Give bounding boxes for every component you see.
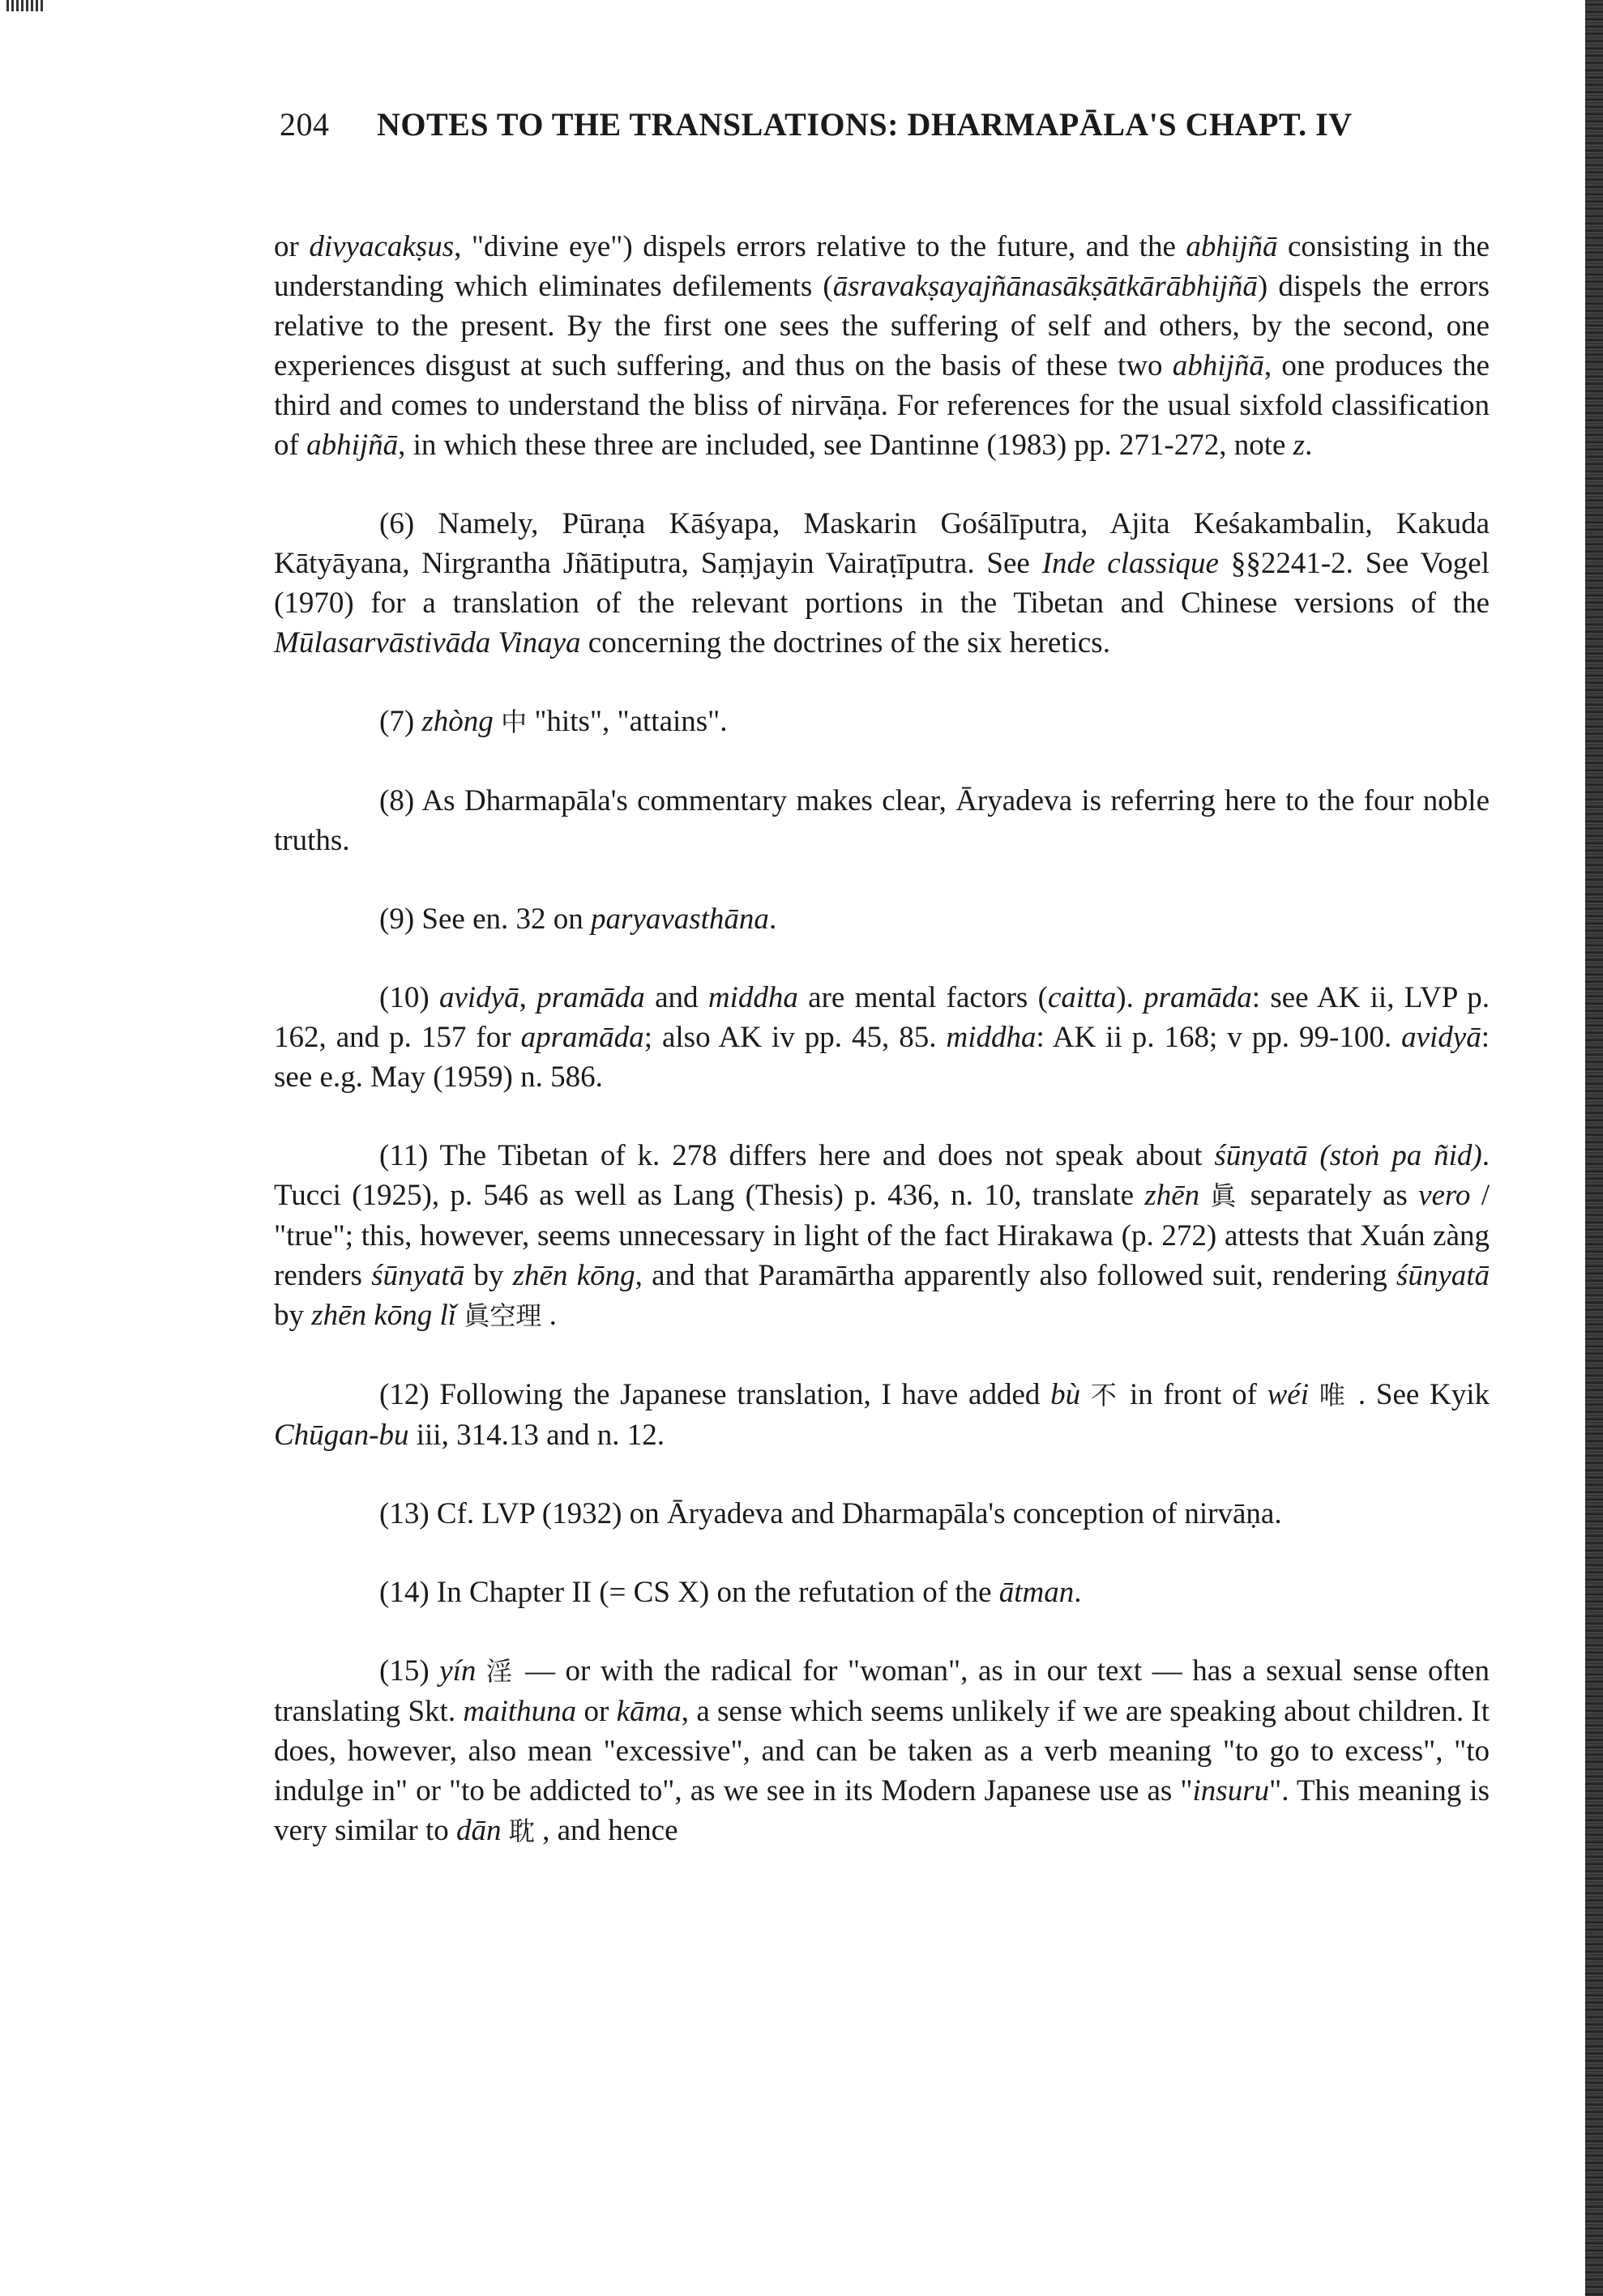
text-segment: , and hence: [534, 1814, 678, 1847]
text-segment: / "true"; this, however, seems unnecessary in light of the fact Hirakawa (p. 272) attests that Xuán zàng renders: [274, 1179, 1490, 1292]
text-segment: are mental factors (: [797, 981, 1048, 1014]
italic-term: apramāda: [520, 1021, 644, 1054]
note-15: [274, 1651, 1490, 1851]
text-segment: ". This meaning is very similar to: [274, 1774, 1490, 1847]
italic-term: yín: [439, 1654, 477, 1688]
page-number: 204: [280, 106, 330, 143]
italic-term: śūnyatā: [1396, 1259, 1490, 1292]
italic-term: vero: [1418, 1179, 1471, 1212]
chinese-character: 眞空理: [464, 1300, 542, 1331]
italic-term: śūnyatā (stoṅ pa ñid): [1214, 1139, 1482, 1172]
text-segment: (10): [379, 981, 439, 1014]
text-segment: ) dispels the errors relative to the present. By the first one sees the suffering of self and others, by the second, one experiences disgust at such suffering, and thus on the basis of these two: [274, 270, 1490, 382]
text-segment: (9) See en. 32 on: [379, 903, 591, 936]
chinese-character: 眞: [1210, 1180, 1240, 1211]
text-segment: §§2241-2. See Vogel (1970) for a translation of the relevant portions in the Tibetan and Chinese versions of the: [274, 547, 1490, 620]
text-segment: , and that Paramārtha apparently also followed suit, rendering: [635, 1259, 1396, 1292]
page-title: NOTES TO THE TRANSLATIONS: DHARMAPĀLA'S CHAPT. IV: [377, 106, 1353, 143]
italic-term: avidyā: [438, 981, 519, 1014]
text-segment: , "divine eye") dispels errors relative to the future, and the: [454, 230, 1186, 263]
note-12: [274, 1375, 1490, 1455]
text-segment: (11) The Tibetan of k. 278 differs here and does not speak about: [379, 1139, 1215, 1172]
text-segment: : see e.g. May (1959) n. 586.: [274, 1021, 1490, 1094]
text-segment: by: [274, 1299, 312, 1332]
note-9: [274, 899, 1490, 939]
note-13: [274, 1494, 1490, 1534]
text-segment: .: [768, 903, 777, 936]
italic-term: zhēn kōng: [512, 1259, 635, 1292]
text-segment: or: [576, 1695, 617, 1728]
italic-term: abhijñā: [1172, 349, 1264, 382]
italic-term: dān: [456, 1814, 502, 1847]
text-segment: by: [464, 1259, 513, 1292]
note-7: [274, 702, 1490, 742]
text-segment: ).: [1116, 981, 1144, 1014]
text-segment: [502, 1814, 509, 1847]
text-segment: (13) Cf. LVP (1932) on Āryadeva and Dharmapāla's conception of nirvāṇa.: [379, 1497, 1282, 1530]
text-segment: and: [644, 981, 708, 1014]
text-segment: [1199, 1179, 1210, 1212]
italic-term: kāma: [616, 1695, 682, 1728]
text-segment: separately as: [1239, 1179, 1419, 1212]
text-segment: (7): [379, 705, 422, 738]
scan-artifact: [6, 0, 44, 11]
italic-term: divyacakṣus: [309, 230, 455, 263]
note-8: [274, 781, 1490, 860]
italic-term: Inde classique: [1041, 547, 1219, 580]
text-segment: iii, 314.13 and n. 12.: [408, 1419, 665, 1452]
italic-term: pramāda: [1143, 981, 1252, 1014]
italic-term: bù: [1050, 1378, 1081, 1411]
text-segment: .: [1074, 1576, 1082, 1609]
text-segment: [1080, 1378, 1091, 1411]
text-segment: . See Kyik: [1348, 1378, 1490, 1411]
italic-term: middha: [946, 1021, 1037, 1054]
italic-term: avidyā: [1401, 1021, 1481, 1054]
chinese-character: 耽: [508, 1816, 535, 1846]
text-segment: ; also AK iv pp. 45, 85.: [643, 1021, 947, 1054]
text-segment: [456, 1299, 464, 1332]
scan-binding-edge: [1585, 0, 1603, 2296]
text-segment: (12) Following the Japanese translation, I have added: [379, 1378, 1051, 1411]
italic-term: zhòng: [421, 705, 494, 738]
text-segment: (8) As Dharmapāla's commentary makes clear, Āryadeva is referring here to the four noble truths.: [274, 784, 1490, 857]
chinese-character: 淫: [486, 1656, 515, 1687]
italic-term: caitta: [1047, 981, 1117, 1014]
chinese-character: 唯: [1319, 1380, 1349, 1410]
italic-term: insuru: [1192, 1774, 1270, 1807]
text-segment: concerning the doctrines of the six heretics.: [580, 626, 1110, 659]
italic-term: wéi: [1267, 1378, 1310, 1411]
text-segment: .: [1305, 429, 1313, 462]
italic-term: zhēn kōng lǐ: [311, 1299, 457, 1332]
text-segment: ,: [519, 981, 537, 1014]
italic-term: ātman: [998, 1576, 1075, 1609]
italic-term: abhijñā: [1186, 230, 1278, 263]
text-segment: : see AK ii, LVP p. 162, and p. 157 for: [274, 981, 1490, 1054]
italic-term: śūnyatā: [371, 1259, 465, 1292]
text-segment: : AK ii p. 168; v pp. 99-100.: [1036, 1021, 1402, 1054]
note-14: [274, 1573, 1490, 1612]
text-segment: , a sense which seems unlikely if we are speaking about children. It does, however, also mean "excessive", and can be taken as a verb meaning "to go to excess", "to indulge in" or "to be addicted to", as we see in its Modern Japanese use as ": [274, 1695, 1490, 1807]
chinese-character: 中: [501, 706, 528, 737]
italic-term: āsravakṣayajñānasākṣātkārābhijñā: [832, 270, 1258, 303]
italic-term: abhijñā: [306, 429, 399, 462]
text-segment: (6) Namely, Pūraṇa Kāśyapa, Maskarin Gośālīputra, Ajita Keśakambalin, Kakuda Kātyāyana, Nirgrantha Jñātiputra, Saṃjayin Vairaṭīputra. See: [274, 507, 1490, 580]
note-11: [274, 1136, 1490, 1336]
italic-term: zhēn: [1144, 1179, 1200, 1212]
text-segment: , in which these three are included, see Dantinne (1983) pp. 271-272, note: [398, 429, 1293, 462]
text-segment: in front of: [1119, 1378, 1267, 1411]
text-segment: consisting in the understanding which eliminates defilements (: [274, 230, 1490, 303]
text-segment: [494, 705, 501, 738]
note-6: [274, 504, 1490, 663]
text-segment: .: [541, 1299, 557, 1332]
paragraph-continuation: [274, 227, 1490, 465]
text-segment: (15): [379, 1654, 440, 1688]
chinese-character: 不: [1090, 1380, 1120, 1410]
italic-term: Mūlasarvāstivāda Vinaya: [274, 626, 581, 659]
italic-term: maithuna: [463, 1695, 577, 1728]
note-10: [274, 978, 1490, 1097]
notes-body: [274, 227, 1490, 1890]
italic-term: middha: [707, 981, 798, 1014]
italic-term: paryavasthāna: [591, 903, 769, 936]
text-segment: . Tucci (1925), p. 546 as well as Lang (Thesis) p. 436, n. 10, translate: [274, 1139, 1490, 1212]
text-segment: (14) In Chapter II (= CS X) on the refutation of the: [379, 1576, 999, 1609]
text-segment: [1309, 1378, 1319, 1411]
running-head: [280, 105, 1414, 143]
text-segment: "hits", "attains".: [527, 705, 728, 738]
italic-term: z: [1293, 429, 1306, 462]
text-segment: , one produces the third and comes to understand the bliss of nirvāṇa. For references for the usual sixfold classification of: [274, 349, 1490, 462]
text-segment: [476, 1654, 486, 1688]
text-segment: or: [274, 230, 310, 263]
italic-term: pramāda: [536, 981, 645, 1014]
italic-term: Chūgan-bu: [274, 1419, 409, 1452]
text-segment: — or with the radical for "woman", as in our text — has a sexual sense often translating Skt.: [274, 1654, 1490, 1728]
